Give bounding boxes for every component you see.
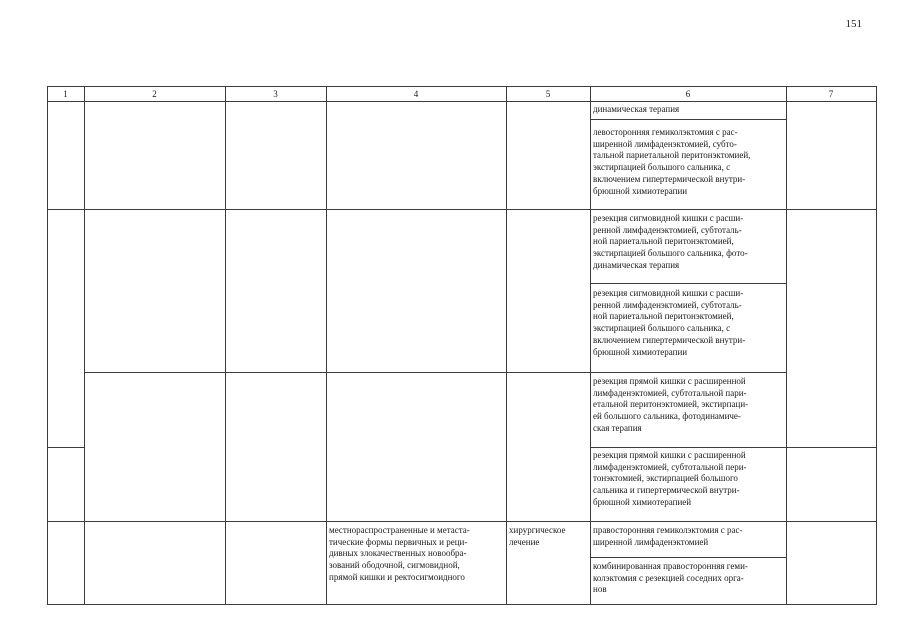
col-line-2 xyxy=(225,86,226,605)
treatment-cell: правосторонняя гемиколэктомия с рас- ширенной лимфаденэктомией xyxy=(593,525,743,547)
row-line-c6-6 xyxy=(590,521,787,522)
group-line-c2-5-b xyxy=(84,372,591,373)
diagnosis-cell: местнораспространенные и метаста- тические формы первичных и реци- дивных злокачественных новообра- зований ободочной, сигмовидной, прямой кишки и ректосигмоидного xyxy=(329,525,470,582)
page-number: 151 xyxy=(845,18,862,30)
col-line-6 xyxy=(786,86,787,605)
row-line-c6-1 xyxy=(590,119,787,120)
header-col-7: 7 xyxy=(828,89,834,99)
table-border-bottom xyxy=(47,604,876,605)
header-col-2: 2 xyxy=(152,89,157,99)
header-separator xyxy=(47,101,876,102)
row-line-c7-c xyxy=(786,521,877,522)
treatment-type-cell: хирургическое лечение xyxy=(509,525,566,547)
treatment-cell: резекция прямой кишки с расширенной лимфаденэктомией, субтотальной пери- тонэктомией, экстирпацией большого сальника и гипертермической внутри- брюшной химиотерапией xyxy=(593,450,747,507)
treatment-cell: резекция прямой кишки с расширенной лимфаденэктомией, субтотальной пари- етальной перитонэктомией, экстирпаци- ей большого сальника, фотодинамиче- ская терапия xyxy=(593,376,749,433)
row-line-c1-a xyxy=(47,209,85,210)
row-line-c7-b xyxy=(786,447,877,448)
col-line-1 xyxy=(84,86,85,605)
header-col-6: 6 xyxy=(685,89,691,99)
row-line-c6-3 xyxy=(590,283,787,284)
row-line-c6-4 xyxy=(590,372,787,373)
row-line-c1-b xyxy=(47,447,85,448)
col-line-3 xyxy=(326,86,327,605)
header-col-5: 5 xyxy=(545,89,551,99)
col-line-7 xyxy=(876,86,877,605)
group-line-c2-5-c xyxy=(84,521,591,522)
treatment-cell: динамическая терапия xyxy=(593,104,680,114)
col-line-5 xyxy=(590,86,591,605)
header-col-3: 3 xyxy=(273,89,278,99)
header-col-1: 1 xyxy=(63,89,68,99)
treatment-cell: резекция сигмовидной кишки с расши- ренной лимфаденэктомией, субтоталь- ной париетальной перитонэктомией, экстирпацией большого сальника, с включением гипертермической внутри- брюшной химиотерапии xyxy=(593,288,746,357)
treatment-cell: комбинированная правосторонняя геми- колэктомия с резекцией соседних орга- нов xyxy=(593,561,748,595)
row-line-c6-7 xyxy=(590,557,787,558)
treatment-cell: резекция сигмовидной кишки с расши- ренной лимфаденэктомией, субтоталь- ной париетальной перитонэктомией, экстирпацией большого сальника, фото- динамическая терапия xyxy=(593,213,748,270)
treatment-cell: левосторонняя гемиколэктомия с рас- ширенной лимфаденэктомией, субто- тальной париетальной перитонэктомией, экстирпацией большого сальника, с включением гипертермической внутри- брюшной химиотерапии xyxy=(593,127,751,196)
col-line-4 xyxy=(506,86,507,605)
header-col-4: 4 xyxy=(413,89,419,99)
row-line-c1-c xyxy=(47,521,85,522)
row-line-c6-5 xyxy=(590,447,787,448)
group-line-c2-5-a xyxy=(84,209,591,210)
col-line-0 xyxy=(47,86,48,605)
table-border-top xyxy=(47,86,876,87)
row-line-c7-a xyxy=(786,209,877,210)
row-line-c6-2 xyxy=(590,209,787,210)
